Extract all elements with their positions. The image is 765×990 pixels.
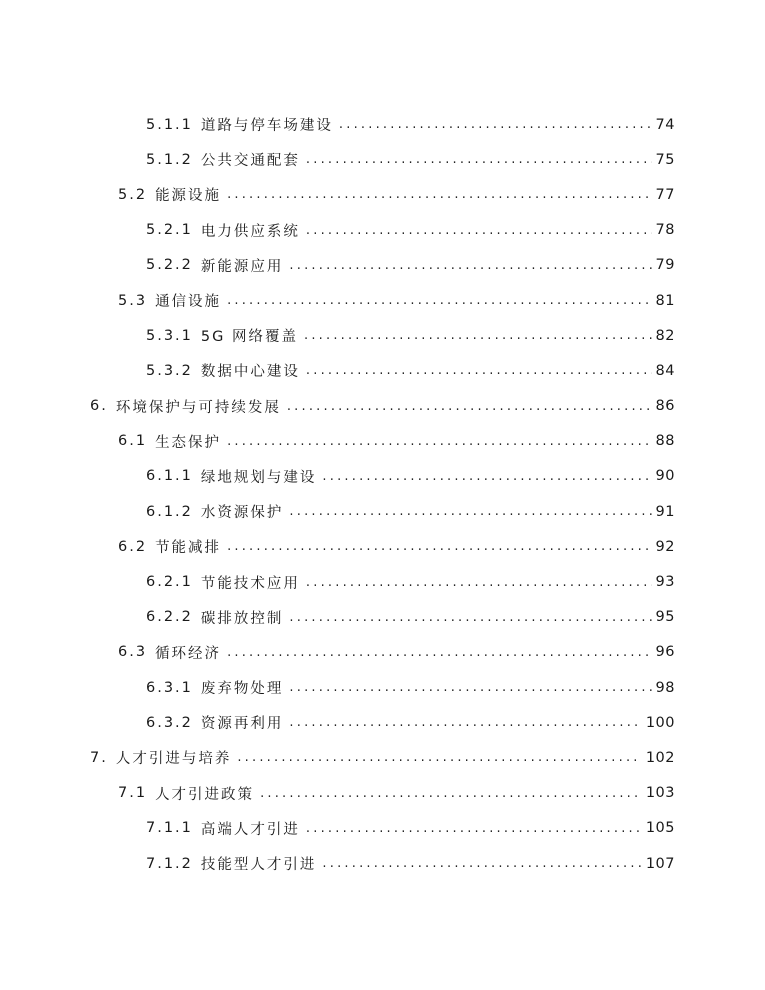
toc-entry-page: 81 xyxy=(655,292,675,309)
toc-entry-title: 道路与停车场建设 xyxy=(200,118,333,135)
toc-entry-title: 绿地规划与建设 xyxy=(200,469,317,486)
toc-entry-page: 77 xyxy=(655,186,675,203)
toc-entry-page: 105 xyxy=(645,820,675,837)
toc-entry-title: 循环经济 xyxy=(155,645,222,662)
toc-entry-title: 环境保护与可持续发展 xyxy=(115,399,281,416)
toc-entry-title: 5G 网络覆盖 xyxy=(200,329,298,346)
toc-dot-leader xyxy=(306,152,652,167)
toc-entry-page: 75 xyxy=(655,151,675,168)
toc-entry[interactable] xyxy=(0,705,765,740)
toc-entry-number: 6.2 xyxy=(118,538,148,555)
toc-entry[interactable] xyxy=(0,846,765,881)
toc-entry-number: 5.2.2 xyxy=(146,257,193,274)
toc-entry-page: 93 xyxy=(655,574,675,591)
toc-entry[interactable] xyxy=(0,635,765,670)
toc-dot-leader xyxy=(339,117,652,132)
toc-dot-leader xyxy=(260,786,642,801)
toc-entry-title: 高端人才引进 xyxy=(200,821,300,838)
toc-entry[interactable] xyxy=(0,424,765,459)
toc-entry-number: 5.3.1 xyxy=(146,327,193,344)
toc-dot-leader xyxy=(289,504,651,519)
toc-entry-title: 废弃物处理 xyxy=(200,681,284,698)
toc-entry[interactable] xyxy=(0,564,765,599)
toc-dot-leader xyxy=(237,750,641,765)
toc-entry-title: 数据中心建设 xyxy=(200,364,300,381)
toc-dot-leader xyxy=(322,469,651,484)
toc-entry-number: 7.1 xyxy=(118,785,148,802)
toc-entry-number: 6.2.2 xyxy=(146,609,193,626)
toc-entry-title: 电力供应系统 xyxy=(200,223,300,240)
toc-entry-title: 资源再利用 xyxy=(200,716,284,733)
toc-entry-title: 节能技术应用 xyxy=(200,575,300,592)
toc-dot-leader xyxy=(287,399,652,414)
toc-entry-number: 6.1 xyxy=(118,433,148,450)
toc-entry-number: 6.3.1 xyxy=(146,679,193,696)
toc-dot-leader xyxy=(306,363,652,378)
toc-entry-page: 90 xyxy=(655,468,675,485)
toc-dot-leader xyxy=(306,223,652,238)
toc-dot-leader xyxy=(227,187,651,202)
toc-entry[interactable] xyxy=(0,600,765,635)
toc-entry-number: 6. xyxy=(90,398,108,415)
toc-dot-leader xyxy=(289,258,651,273)
toc-entry[interactable] xyxy=(0,389,765,424)
toc-entry-number: 6.2.1 xyxy=(146,574,193,591)
toc-entry-title: 人才引进与培养 xyxy=(115,751,232,768)
toc-entry-page: 95 xyxy=(655,609,675,626)
toc-entry-page: 88 xyxy=(655,433,675,450)
toc-entry-number: 6.3 xyxy=(118,644,148,661)
toc-entry-title: 水资源保护 xyxy=(200,505,284,522)
toc-dot-leader xyxy=(322,856,641,871)
toc-entry[interactable] xyxy=(0,283,765,318)
toc-entry-page: 86 xyxy=(655,398,675,415)
toc-entry-title: 能源设施 xyxy=(155,188,222,205)
toc-dot-leader xyxy=(227,539,651,554)
toc-entry-title: 新能源应用 xyxy=(200,258,284,275)
toc-entry[interactable] xyxy=(0,670,765,705)
toc-entry[interactable] xyxy=(0,318,765,353)
toc-entry[interactable] xyxy=(0,213,765,248)
toc-entry-page: 82 xyxy=(655,327,675,344)
toc-entry[interactable] xyxy=(0,177,765,212)
toc-entry-number: 5.3.2 xyxy=(146,362,193,379)
toc-entry[interactable] xyxy=(0,142,765,177)
toc-entry-number: 5.1.1 xyxy=(146,116,193,133)
toc-entry-title: 技能型人才引进 xyxy=(200,857,317,874)
toc-entry-page: 91 xyxy=(655,503,675,520)
toc-entry-number: 5.3 xyxy=(118,292,148,309)
toc-dot-leader xyxy=(227,293,651,308)
toc-dot-leader xyxy=(289,715,641,730)
toc-entry-page: 79 xyxy=(655,257,675,274)
toc-entry-number: 5.2.1 xyxy=(146,222,193,239)
toc-entry-page: 102 xyxy=(645,749,675,766)
toc-entry-title: 人才引进政策 xyxy=(155,786,255,803)
toc-entry-number: 7.1.2 xyxy=(146,855,193,872)
toc-dot-leader xyxy=(289,680,651,695)
toc-entry-title: 生态保护 xyxy=(155,434,222,451)
toc-dot-leader xyxy=(306,575,652,590)
toc-entry-page: 84 xyxy=(655,362,675,379)
toc-entry[interactable] xyxy=(0,776,765,811)
toc-entry-number: 6.1.2 xyxy=(146,503,193,520)
toc-entry-page: 78 xyxy=(655,222,675,239)
toc-entry-page: 92 xyxy=(655,538,675,555)
toc-entry[interactable] xyxy=(0,740,765,775)
toc-entry-page: 100 xyxy=(645,714,675,731)
toc-entry[interactable] xyxy=(0,811,765,846)
toc-entry-number: 6.1.1 xyxy=(146,468,193,485)
toc-entry-number: 5.2 xyxy=(118,186,148,203)
toc-entry-number: 7.1.1 xyxy=(146,820,193,837)
toc-entry[interactable] xyxy=(0,529,765,564)
toc-entry-page: 107 xyxy=(645,855,675,872)
toc-entry-title: 公共交通配套 xyxy=(200,153,300,170)
toc-dot-leader xyxy=(304,328,652,343)
toc-dot-leader xyxy=(289,610,651,625)
toc-entry-title: 碳排放控制 xyxy=(200,610,284,627)
toc-entry-page: 96 xyxy=(655,644,675,661)
toc-entry-page: 98 xyxy=(655,679,675,696)
toc-entry[interactable] xyxy=(0,248,765,283)
toc-entry-number: 5.1.2 xyxy=(146,151,193,168)
toc-entry-number: 6.3.2 xyxy=(146,714,193,731)
toc-entry[interactable] xyxy=(0,459,765,494)
toc-entry-page: 74 xyxy=(655,116,675,133)
table-of-contents xyxy=(0,107,765,881)
toc-dot-leader xyxy=(306,821,642,836)
toc-entry[interactable] xyxy=(0,353,765,388)
toc-entry-number: 7. xyxy=(90,749,108,766)
toc-entry[interactable] xyxy=(0,494,765,529)
toc-dot-leader xyxy=(227,645,651,660)
toc-entry-page: 103 xyxy=(645,785,675,802)
toc-entry[interactable] xyxy=(0,107,765,142)
toc-entry-title: 节能减排 xyxy=(155,540,222,557)
toc-entry-title: 通信设施 xyxy=(155,294,222,311)
toc-dot-leader xyxy=(227,434,651,449)
